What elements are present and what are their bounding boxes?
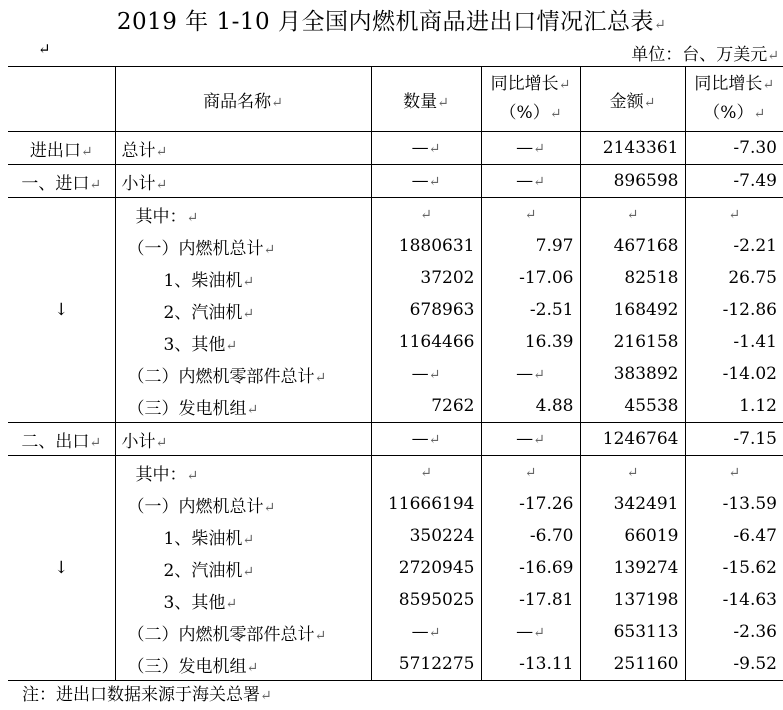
row-qty-yoy-value: -17.06 [519,268,574,288]
row-qty-yoy: —↵ [481,423,580,456]
return-mark-icon: ↵ [626,465,639,481]
row-qty-yoy-value: -17.26 [519,494,574,514]
row-amount [580,230,685,262]
row-name [115,390,371,423]
row-amount-value: 139274 [613,558,679,578]
row-name-text: 1、柴油机 [163,528,243,549]
row-amount-value: 467168 [613,236,679,256]
row-amount-yoy-value: 26.75 [728,268,777,288]
export-detail-section [8,456,783,681]
row-category: 一、进口↵ [8,165,115,198]
row-qty-yoy [481,198,580,231]
row-qty-value: — [411,364,429,384]
header-amount: 金额↵ [580,67,685,132]
row-qty-value: 1880631 [398,236,475,256]
row-qty: —↵ [371,132,481,165]
row-name [115,616,371,648]
return-mark-icon: ↵ [728,465,741,481]
row-amount-yoy-value: -9.52 [733,654,777,674]
return-mark-icon: ↵ [242,273,255,290]
return-mark-icon: ↵ [728,207,741,223]
row-name: 总计↵ [115,132,371,165]
row-name-text: 3、其他 [163,592,226,613]
row-amount-yoy [685,520,783,552]
return-mark-icon: ↵ [428,367,441,383]
row-qty-value: 678963 [409,300,475,320]
row-qty-yoy [481,230,580,262]
row-amount [580,552,685,584]
row-amount-yoy-value: -12.86 [722,300,777,320]
unit-label [631,40,779,65]
row-amount [580,262,685,294]
row-qty [371,648,481,681]
table-row [8,294,783,326]
row-qty: —↵ [371,423,481,456]
row-amount-yoy [685,584,783,616]
total-row [8,132,783,165]
row-qty-yoy-value: 7.97 [535,236,574,256]
return-mark-icon: ↵ [263,499,276,516]
row-qty-yoy-value: -17.81 [519,590,574,610]
row-qty-yoy [481,584,580,616]
section-arrow-icon: ↓ [8,456,115,681]
row-qty: —↵ [371,165,481,198]
row-amount [580,616,685,648]
row-qty-yoy [481,390,580,423]
row-amount-yoy-value: -14.63 [722,590,777,610]
row-name-text: 2、汽油机 [163,560,243,581]
row-name [115,456,371,489]
table-row [8,326,783,358]
import-detail-section [8,198,783,423]
table-row [8,520,783,552]
header-amount-yoy: 同比增长↵ （%）↵ [694,74,775,123]
table-row [8,230,783,262]
row-amount [580,294,685,326]
row-qty-value: 37202 [420,268,475,288]
row-qty [371,488,481,520]
table-row [8,198,783,231]
row-amount-yoy [685,552,783,584]
row-qty-yoy [481,358,580,390]
row-amount [580,520,685,552]
row-name-text: （一）内燃机总计 [127,238,264,259]
row-qty-value: 7262 [431,396,475,416]
section-arrow-icon: ↓ [8,198,115,423]
row-name-text: （三）发电机组 [127,398,247,419]
row-amount-value: 82518 [624,268,679,288]
row-amount-value: 251160 [613,654,679,674]
row-amount-yoy-value: -6.47 [733,526,777,546]
row-name [115,584,371,616]
row-qty [371,456,481,489]
row-amount-yoy [685,198,783,231]
return-mark-icon: ↵ [186,467,199,484]
source-note [22,680,272,705]
return-mark-icon: ↵ [260,688,272,704]
row-amount-value: 653113 [613,622,679,642]
row-qty-yoy-value: 16.39 [524,332,574,352]
row-qty-value: 1164466 [398,332,475,352]
row-amount-value: 216158 [613,332,679,352]
row-qty-yoy [481,488,580,520]
trade-summary-table [8,66,783,681]
row-amount-yoy [685,230,783,262]
row-name-text: 1、柴油机 [163,270,243,291]
row-qty-value: 11666194 [387,494,475,514]
row-amount-yoy-value: -2.36 [733,622,777,642]
row-qty-yoy-value: -13.11 [519,654,574,674]
row-amount [580,456,685,489]
unit-text: 单位：台、万美元 [631,45,768,65]
row-amount-value: 45538 [624,396,679,416]
row-amount-yoy-value: -13.59 [722,494,777,514]
row-qty [371,390,481,423]
row-amount-yoy-value: -2.21 [733,236,777,256]
row-category: 进出口↵ [8,132,115,165]
row-qty [371,584,481,616]
table-row [8,262,783,294]
row-qty-yoy [481,456,580,489]
row-amount-yoy [685,262,783,294]
table-row [8,584,783,616]
row-amount-yoy-value: -15.62 [722,558,777,578]
header-category [8,67,115,132]
row-name: 小计↵ [115,165,371,198]
return-mark-icon: ↵ [767,48,779,64]
row-name-text: （三）发电机组 [127,656,247,677]
document-title [0,3,783,36]
row-amount-value: 137198 [613,590,679,610]
row-qty [371,326,481,358]
row-amount-yoy-value: -1.41 [733,332,777,352]
row-qty-yoy-value: — [516,364,534,384]
row-qty-value: 2720945 [398,558,475,578]
row-name-text: （一）内燃机总计 [127,496,264,517]
return-mark-icon: ↵ [242,563,255,580]
table-row [8,488,783,520]
return-mark-icon: ↵ [242,305,255,322]
return-mark-icon: ↵ [626,207,639,223]
row-amount-value: 168492 [613,300,679,320]
row-qty-yoy-value: -2.51 [529,300,574,320]
return-mark-icon: ↵ [533,625,545,641]
header-qty: 数量↵ [371,67,481,132]
return-mark-icon: ↵ [420,465,432,481]
row-qty-yoy: —↵ [481,132,580,165]
row-amount-value: 66019 [624,526,679,546]
row-name-text: （二）内燃机零部件总计 [127,366,315,387]
row-name-text: 3、其他 [163,334,226,355]
row-amount-yoy: -7.30 [733,138,777,158]
row-qty-yoy-value: -6.70 [529,526,574,546]
table-row [8,616,783,648]
row-amount: 1246764 [580,423,685,456]
row-amount-yoy [685,488,783,520]
row-name [115,648,371,681]
row-amount-yoy [685,390,783,423]
row-qty-yoy [481,262,580,294]
row-name-text: 其中： [135,206,187,227]
title-text: 2019 年 1-10 月全国内燃机商品进出口情况汇总表 [116,9,654,35]
row-amount: 2143361 [580,132,685,165]
row-amount [580,488,685,520]
row-name [115,488,371,520]
row-name [115,262,371,294]
row-qty-yoy [481,648,580,681]
return-mark-icon: ↵ [186,209,199,226]
row-qty-yoy [481,326,580,358]
return-mark-icon: ↵ [225,595,238,612]
export-subtotal-row [8,423,783,456]
row-qty [371,198,481,231]
row-qty [371,616,481,648]
row-qty [371,358,481,390]
row-amount-value: 342491 [613,494,679,514]
row-amount-yoy [685,294,783,326]
row-qty [371,520,481,552]
table-row [8,552,783,584]
row-qty-yoy [481,520,580,552]
return-mark-icon: ↵ [524,207,537,223]
row-qty-yoy [481,552,580,584]
row-amount-yoy [685,648,783,681]
row-qty [371,294,481,326]
row-qty-yoy-value: 4.88 [535,396,574,416]
row-name [115,552,371,584]
row-amount [580,390,685,423]
row-amount-value: 383892 [613,364,679,384]
row-qty [371,552,481,584]
return-mark-icon: ↵ [653,17,667,33]
return-mark-icon: ↵ [263,241,276,258]
return-mark-icon: ↵ [420,207,432,223]
row-name [115,230,371,262]
row-amount-yoy: -7.15 [733,429,777,449]
return-mark-icon: ↵ [428,625,441,641]
row-amount-yoy [685,358,783,390]
row-qty-yoy-value: — [516,622,534,642]
row-name [115,294,371,326]
row-qty-yoy [481,616,580,648]
row-amount-yoy: -7.49 [733,171,777,191]
row-amount [580,648,685,681]
import-subtotal-row [8,165,783,198]
row-qty-yoy: —↵ [481,165,580,198]
row-amount: 896598 [580,165,685,198]
row-name: 小计↵ [115,423,371,456]
row-qty-value: 350224 [409,526,475,546]
return-mark-icon: ↵ [38,40,51,58]
row-qty-value: 5712275 [398,654,475,674]
row-name [115,358,371,390]
table-row [8,390,783,423]
row-amount [580,584,685,616]
row-name [115,520,371,552]
row-name [115,198,371,231]
return-mark-icon: ↵ [242,531,255,548]
row-qty-value: 8595025 [398,590,475,610]
row-amount-yoy [685,326,783,358]
header-row [8,67,783,132]
row-amount-yoy [685,616,783,648]
return-mark-icon: ↵ [246,401,259,418]
row-amount [580,198,685,231]
return-mark-icon: ↵ [524,465,537,481]
return-mark-icon: ↵ [225,337,238,354]
row-name-text: 其中： [135,464,187,485]
return-mark-icon: ↵ [533,367,545,383]
row-qty-yoy [481,294,580,326]
return-mark-icon: ↵ [246,659,259,676]
row-amount-yoy [685,456,783,489]
row-qty [371,230,481,262]
row-amount-yoy-value: 1.12 [739,396,777,416]
row-amount [580,358,685,390]
row-name-text: （二）内燃机零部件总计 [127,624,315,645]
row-name [115,326,371,358]
row-qty-yoy-value: -16.69 [519,558,574,578]
note-text: 注：进出口数据来源于海关总署 [22,685,260,705]
table-row [8,648,783,681]
header-name: 商品名称↵ [115,67,371,132]
row-name-text: 2、汽油机 [163,302,243,323]
table-row [8,358,783,390]
row-qty [371,262,481,294]
header-qty-yoy: 同比增长↵ （%）↵ [481,67,580,132]
row-amount [580,326,685,358]
table-row [8,456,783,489]
return-mark-icon: ↵ [314,369,327,386]
return-mark-icon: ↵ [314,627,327,644]
row-qty-value: — [411,622,429,642]
row-category: 二、出口↵ [8,423,115,456]
row-amount-yoy-value: -14.02 [722,364,777,384]
